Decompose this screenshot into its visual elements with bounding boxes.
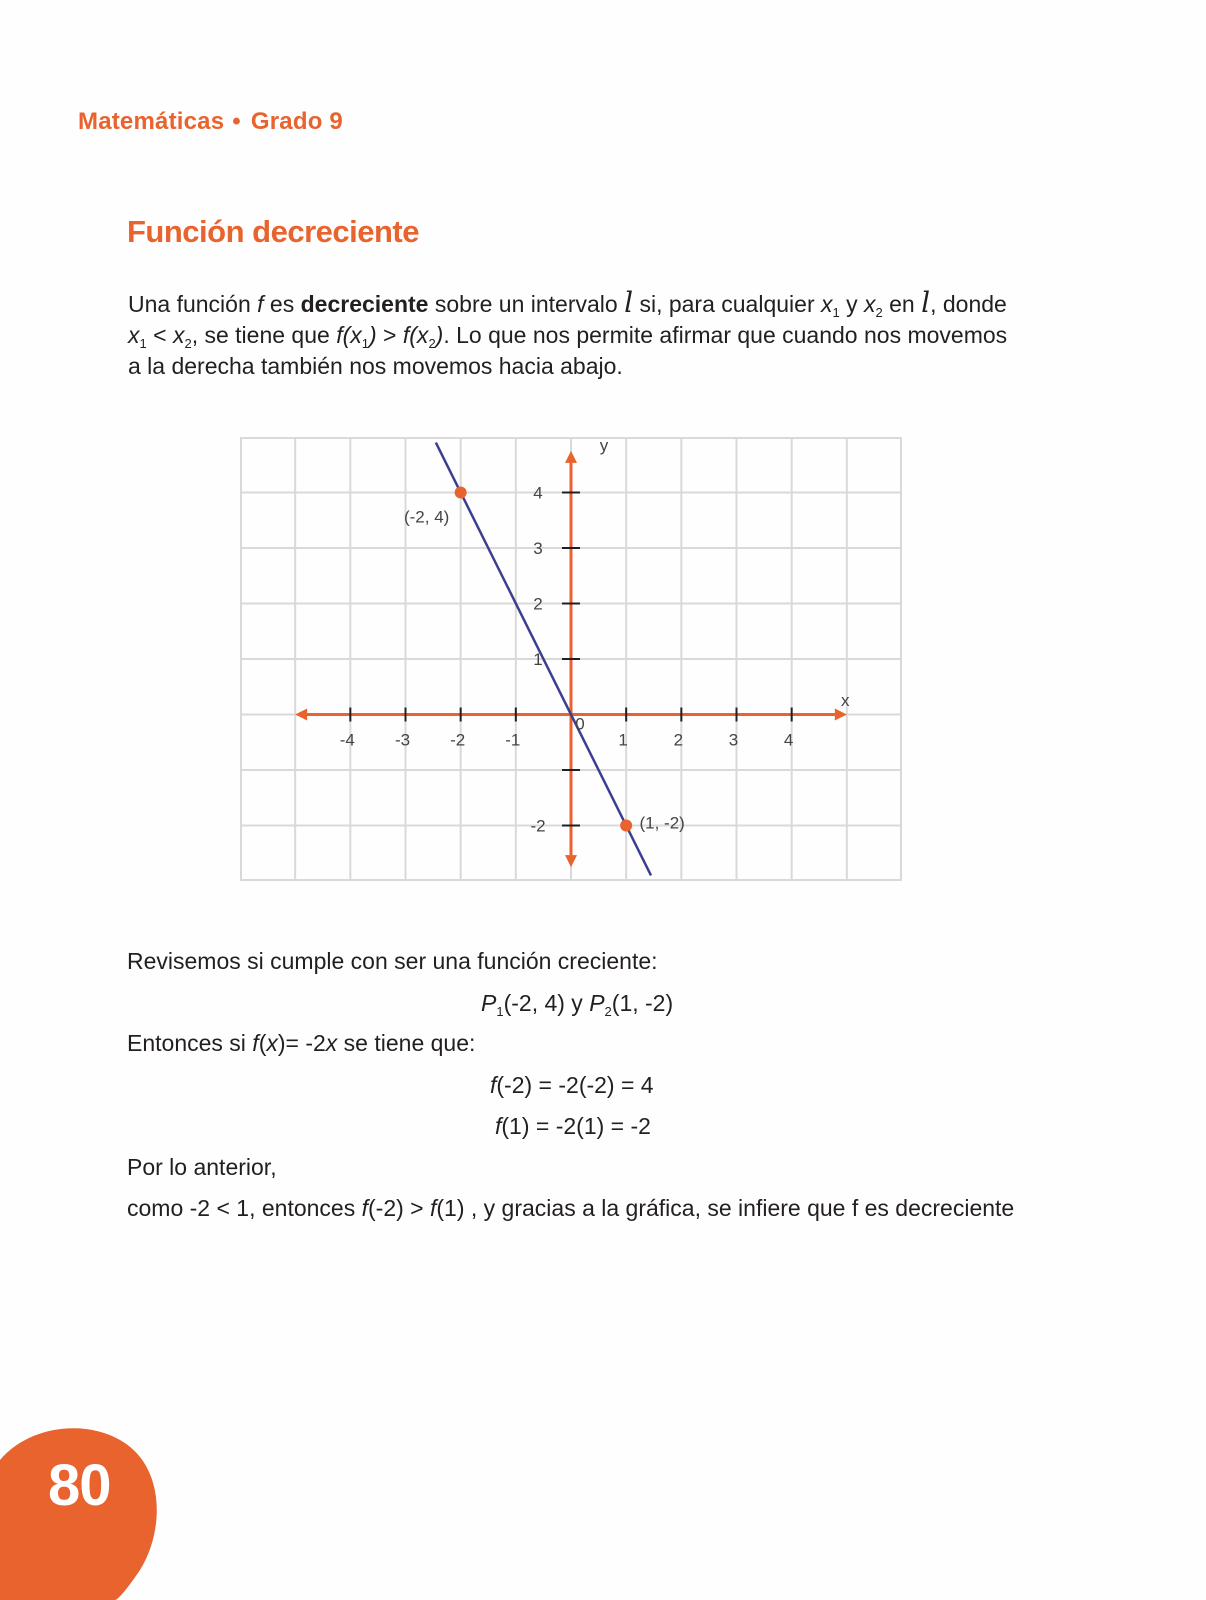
function-graph <box>240 437 902 881</box>
x-tick-label: -1 <box>505 730 521 750</box>
header-separator: • <box>232 108 241 135</box>
point-label: (-2, 4) <box>403 507 450 527</box>
equation-2 <box>495 1113 651 1140</box>
point-sub: 2 <box>604 1004 612 1019</box>
def-text: si, para cualquier <box>633 291 821 317</box>
def-text: y <box>839 291 865 317</box>
point-p1-label: P <box>481 990 497 1016</box>
then-text: )= -2 <box>277 1030 326 1056</box>
then-text: Entonces si <box>127 1030 253 1056</box>
point-p2-label: P <box>589 990 605 1016</box>
def-fx: f(x <box>402 322 429 348</box>
origin-label: 0 <box>575 714 585 734</box>
def-text: , donde <box>930 291 1007 317</box>
concl-f: f <box>361 1195 368 1221</box>
header-grade: Grado 9 <box>250 108 343 135</box>
y-tick-label: 3 <box>533 539 543 558</box>
def-fx: f(x <box>336 322 362 348</box>
point-p2-value: (1, -2) <box>611 990 674 1016</box>
y-tick-label: -2 <box>530 816 546 836</box>
x-tick-label: -3 <box>394 730 411 750</box>
definition-paragraph <box>128 287 1058 382</box>
y-axis-label: y <box>599 437 609 455</box>
interval-symbol: l <box>624 286 634 319</box>
section-title: Función decreciente <box>127 214 419 249</box>
def-fx: ) <box>435 322 444 348</box>
point-p1-value: (-2, 4) y <box>503 990 590 1016</box>
point-label: (1, -2) <box>639 813 685 833</box>
x-tick-label: 1 <box>618 730 628 750</box>
concl-f: f <box>429 1195 437 1221</box>
point-sub: 1 <box>496 1004 504 1019</box>
y-tick-label: 2 <box>533 594 543 614</box>
eq-text: (1) = -2(1) = -2 <box>501 1113 651 1139</box>
therefore-line: Por lo anterior, <box>127 1154 277 1180</box>
def-f: f <box>257 291 264 317</box>
def-sub: 1 <box>361 336 369 351</box>
eq-text: (-2) = -2(-2) = 4 <box>496 1072 654 1098</box>
x-tick-label: -4 <box>339 730 355 750</box>
function-statement <box>127 1030 475 1057</box>
x-axis-arrow-right <box>835 709 847 721</box>
x-tick-label: -2 <box>450 730 466 750</box>
y-tick-label: 4 <box>533 483 543 503</box>
y-axis-arrow-down <box>565 855 577 867</box>
concl-text: (1) , y gracias a la gráfica, se infiere que f es decreciente <box>436 1195 1015 1221</box>
def-bold-term: decreciente <box>300 291 429 317</box>
def-x1: x <box>821 291 833 317</box>
x-tick-label: 3 <box>728 730 739 750</box>
then-f: f <box>252 1030 259 1056</box>
page-number: 80 <box>48 1453 111 1518</box>
check-sentence: Revisemos si cumple con ser una función creciente: <box>127 948 658 974</box>
eq-f: f <box>495 1113 502 1139</box>
def-text: < <box>146 322 173 348</box>
def-text: en <box>882 291 922 317</box>
def-text: > <box>376 322 403 348</box>
def-x2: x <box>172 322 185 348</box>
def-sub: 1 <box>832 305 840 320</box>
def-sub: 2 <box>428 336 436 351</box>
equation-1 <box>490 1072 654 1099</box>
def-sub: 2 <box>875 305 883 320</box>
running-header <box>78 108 343 136</box>
x-axis-arrow-left <box>295 709 307 721</box>
y-axis-arrow-up <box>565 451 577 463</box>
def-x1: x <box>128 322 140 348</box>
point-marker <box>455 487 467 499</box>
concl-text: como -2 < 1, entonces <box>127 1195 362 1221</box>
def-sub: 2 <box>184 336 192 351</box>
def-fx: ) <box>368 322 377 348</box>
eq-f: f <box>490 1072 497 1098</box>
def-text: sobre un intervalo <box>428 291 625 317</box>
def-text: Una función <box>128 291 258 317</box>
x-tick-label: 4 <box>783 730 794 750</box>
def-text: , se tiene que <box>191 322 337 348</box>
then-x: x <box>266 1030 278 1056</box>
then-x: x <box>325 1030 338 1056</box>
def-x2: x <box>864 291 876 317</box>
concl-text: (-2) > <box>368 1195 430 1221</box>
points-line <box>481 990 673 1017</box>
then-text: se tiene que: <box>337 1030 476 1056</box>
x-axis-label: x <box>841 691 850 711</box>
then-text: ( <box>258 1030 267 1056</box>
point-marker <box>620 820 632 832</box>
def-text: a la derecha también nos movemos hacia abajo. <box>128 353 623 379</box>
conclusion-line <box>127 1195 1014 1222</box>
def-text: . Lo que nos permite afirmar que cuando nos movemos <box>443 322 1008 348</box>
header-subject: Matemáticas <box>78 108 225 135</box>
def-text: es <box>263 291 301 317</box>
interval-symbol: l <box>921 286 931 319</box>
y-tick-label: 1 <box>533 650 543 669</box>
def-sub: 1 <box>139 336 147 351</box>
x-tick-label: 2 <box>673 730 684 750</box>
labels <box>340 437 850 836</box>
